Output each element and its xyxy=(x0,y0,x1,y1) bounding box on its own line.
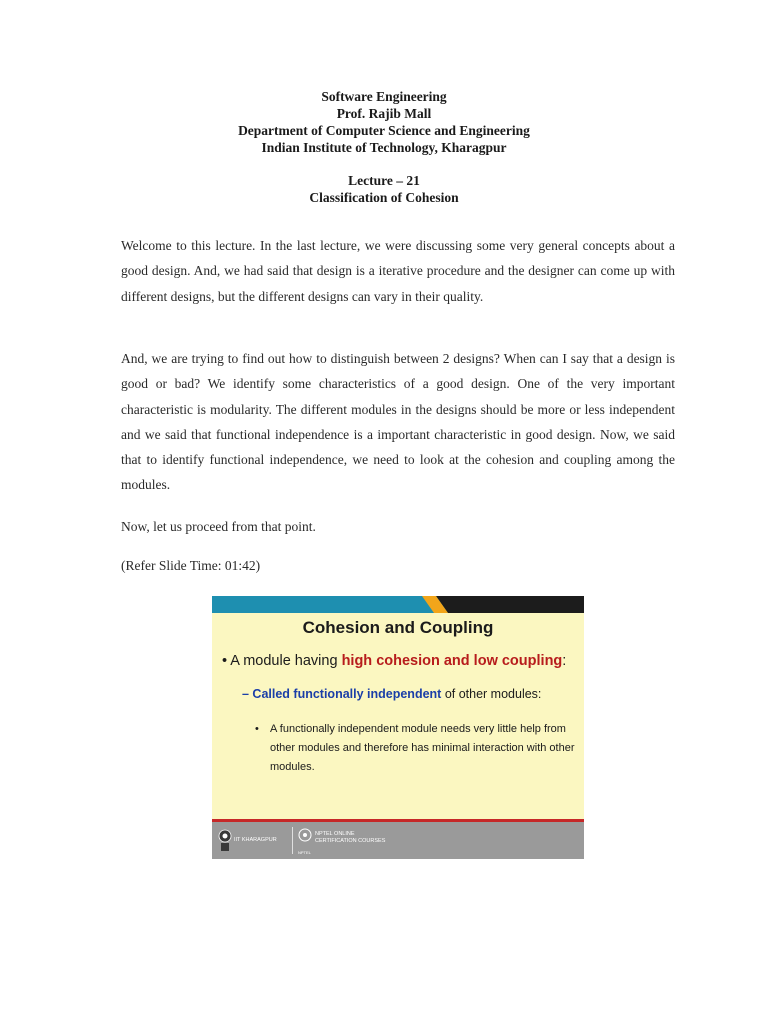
slide-bullet-3 xyxy=(255,720,576,777)
lecture-title: Classification of Cohesion xyxy=(309,190,459,205)
paragraph-2: And, we are trying to find out how to distinguish between 2 designs? When can I say that a design is good or bad? We identify some characteristics of a good design. One of the very important characteristic is modularity. The different modules in the designs should be more or less independent and we said that functional independence is a important characteristic in good design. Now, we said that to identify functional independence, we need to look at the cohesion and coupling among the modules. xyxy=(121,351,675,493)
footer-separator xyxy=(292,827,293,854)
bullet-3-dot: • xyxy=(255,723,259,735)
bullet-1-highlight: high cohesion and low coupling xyxy=(341,653,563,669)
footer-nptel-line-1: NPTEL ONLINE xyxy=(315,831,355,837)
slide-time-reference: (Refer Slide Time: 01:42) xyxy=(121,558,261,573)
bullet-1-prefix: • A module having xyxy=(222,653,342,669)
document-header xyxy=(0,88,768,156)
slide-title: Cohesion and Coupling xyxy=(302,618,494,637)
slide-top-banner xyxy=(212,596,584,613)
footer-nptel-small-label: NPTEL xyxy=(298,850,311,855)
course-title: Software Engineering xyxy=(321,89,447,104)
lecture-heading xyxy=(0,172,768,206)
slide-bullet-2 xyxy=(242,687,582,701)
bullet-2-highlight: – Called functionally independent xyxy=(242,687,442,701)
slide-bullet-1 xyxy=(222,653,582,669)
bullet-3-text: A functionally independent module needs very little help from other modules and therefore has minimal interaction with other modules. xyxy=(270,723,575,773)
lecture-number: Lecture – 21 xyxy=(348,173,420,188)
footer-nptel-label xyxy=(315,831,385,845)
footer-iit-label: IIT KHARAGPUR xyxy=(234,837,277,843)
professor-name: Prof. Rajib Mall xyxy=(336,106,432,121)
slide-footer xyxy=(212,822,584,859)
nptel-logo-icon xyxy=(298,828,312,848)
department-name: Department of Computer Science and Engineering xyxy=(238,123,530,138)
bullet-2-suffix: of other modules: xyxy=(441,687,542,701)
bullet-1-suffix: : xyxy=(562,653,567,669)
iit-kharagpur-logo-icon xyxy=(218,828,232,852)
lecture-slide xyxy=(212,596,584,859)
paragraph-1: Welcome to this lecture. In the last lecture, we were discussing some very general concepts about a good design. And, we had said that design is a iterative procedure and the designer can come up with different designs, but the different designs can vary in their quality. xyxy=(121,238,675,304)
paragraph-3: Now, let us proceed from that point. xyxy=(121,519,316,534)
institute-name: Indian Institute of Technology, Kharagpur xyxy=(261,140,507,155)
footer-nptel-line-2: CERTIFICATION COURSES xyxy=(315,838,386,844)
